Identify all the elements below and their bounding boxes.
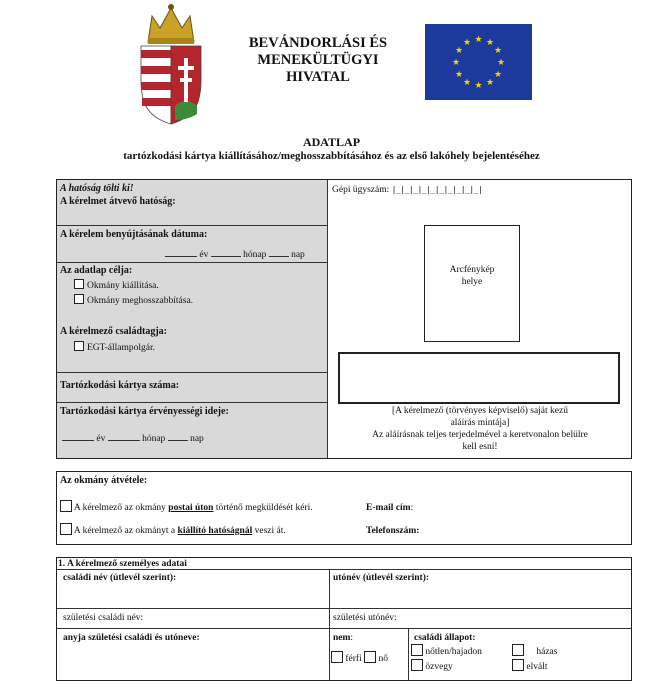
purpose-issue-option[interactable] [74,279,159,292]
signature-caption-2: aláírás mintája] [450,418,510,428]
marital-widowed-label: özvegy [425,662,453,672]
family-member-label: A kérelmező családtagja: [60,326,168,337]
svg-text:★: ★ [493,46,503,56]
svg-text:★: ★ [485,78,495,88]
purpose-label: Az adatlap célja: [60,265,133,276]
signature-caption-1: [A kérelmező (törvényes képviselő) saját kezű [392,406,568,416]
agency-name-line1: BEVÁNDORLÁSI ÉS [248,35,388,51]
svg-text:★: ★ [496,58,506,68]
postal-delivery-checkbox[interactable] [60,500,72,512]
marital-divorced-label: elvált [526,662,548,672]
marital-widowed-checkbox[interactable] [411,659,423,671]
submission-date-label: A kérelem benyújtásának dátuma: [60,229,208,240]
marital-divorced-checkbox[interactable] [512,659,524,671]
date-month-label: hónap [243,250,267,260]
pickup-delivery-checkbox[interactable] [60,523,72,535]
submission-date-fields[interactable] [165,247,323,261]
marital-married-label: házas [536,647,558,657]
validity-date-fields[interactable] [62,431,262,445]
purpose-extend-option[interactable] [74,294,193,307]
birth-given-name-field[interactable]: születési utónév: [333,613,397,623]
machine-case-label: Gépi ügyszám: [332,185,390,195]
svg-text:★: ★ [454,46,464,56]
mother-name-field[interactable]: anyja születési családi és utóneve: [63,633,200,643]
sex-colon: : [350,633,354,643]
validity-day-label: nap [190,434,204,444]
given-name-field[interactable]: utónév (útlevél szerint): [333,573,430,583]
machine-case-number-cells[interactable]: |_|_|_|_|_|_|_|_|_|_| [391,185,483,194]
svg-text:★: ★ [474,81,483,91]
form-title: ADATLAP [302,135,361,149]
marital-married-checkbox[interactable] [512,644,524,656]
purpose-extend-checkbox[interactable] [74,294,84,304]
pickup-option-highlight: kiállító hatóságnál [177,526,253,536]
sex-female-checkbox[interactable] [364,651,376,663]
agency-name-line3: HIVATAL [286,69,350,85]
eu-flag-icon [425,24,532,100]
delivery-title: Az okmány átvétele: [60,475,148,486]
photo-placeholder [424,225,520,342]
photo-label-line2: helye [461,277,483,287]
postal-option-pre: A kérelmező az okmány [73,503,166,513]
validity-year-label: év [96,434,106,444]
svg-text:★: ★ [485,38,495,48]
receiving-authority-label: A kérelmet átvevő hatóság: [60,196,176,207]
svg-text:★: ★ [454,70,464,80]
photo-label-line1: Arcfénykép [449,265,495,275]
email-label: E-mail cím [366,503,411,513]
svg-text:★: ★ [462,38,472,48]
purpose-issue-checkbox[interactable] [74,279,84,289]
card-number-label: Tartózkodási kártya száma: [60,380,180,391]
delivery-pickup-option[interactable] [60,523,286,537]
marital-single-label: nőtlen/hajadon [425,647,482,657]
eea-citizen-checkbox[interactable] [74,341,84,351]
validity-label: Tartózkodási kártya érvényességi ideje: [60,406,229,417]
svg-text:★: ★ [493,70,503,80]
delivery-postal-option[interactable] [60,500,313,514]
svg-text:★: ★ [451,58,461,68]
signature-caption-3: Az aláírásnak teljes terjedelmével a keretvonalon belülre [372,430,588,440]
purpose-extend-label: Okmány meghosszabbítása. [87,296,194,306]
purpose-issue-label: Okmány kiállítása. [87,281,159,291]
family-name-field[interactable]: családi név (útlevél szerint): [63,573,177,583]
svg-text:★: ★ [462,78,472,88]
pickup-option-pre: A kérelmező az okmányt a [73,526,176,536]
email-colon: : [410,503,414,513]
postal-option-post: történő megküldését kéri. [215,503,313,513]
sex-male-checkbox[interactable] [331,651,343,663]
agency-name-line2: MENEKÜLTÜGYI [257,52,379,68]
svg-text:★: ★ [474,35,483,45]
date-year-label: év [199,250,209,260]
form-subtitle: tartózkodási kártya kiállításához/meghosszabbításához és az első lakóhely bejelentéséhez [123,150,540,162]
signature-caption-4: kell esni! [462,442,498,452]
eea-citizen-option[interactable] [74,341,155,354]
birth-family-name-field[interactable]: születési családi név: [63,613,144,623]
eea-citizen-label: EGT-állampolgár. [87,343,155,353]
marital-single-checkbox[interactable] [411,644,423,656]
phone-label: Telefonszám: [366,526,420,536]
sex-female-label: nő [378,654,388,664]
postal-option-highlight: postai úton [168,503,214,513]
hungarian-coat-of-arms-icon [138,2,204,126]
personal-data-title: 1. A kérelmező személyes adatai [58,559,187,569]
authority-note: A hatóság tölti ki! [60,183,134,194]
marital-status-label: családi állapot: [414,633,476,643]
sex-male-label: férfi [345,654,362,664]
sex-label: nem [333,633,351,643]
pickup-option-post: veszi át. [254,526,286,536]
validity-month-label: hónap [142,434,166,444]
signature-box[interactable] [338,352,620,404]
date-day-label: nap [291,250,305,260]
